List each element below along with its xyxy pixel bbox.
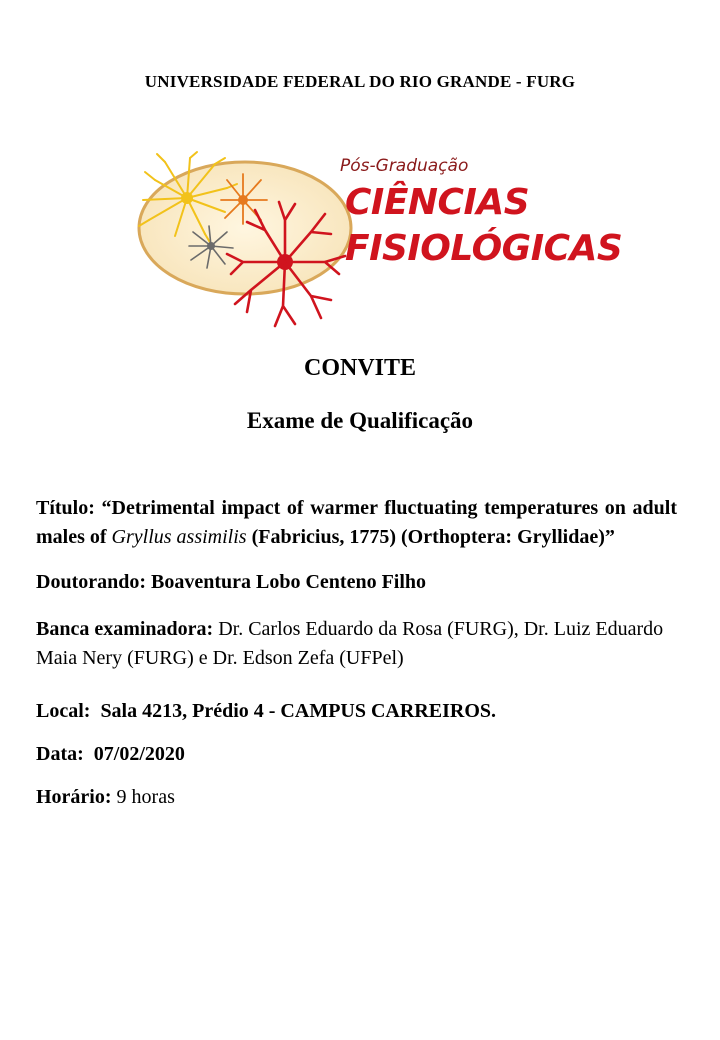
doutorando-value: Boaventura Lobo Centeno Filho <box>151 571 427 593</box>
title-field <box>36 494 677 552</box>
invitation-details <box>36 494 677 812</box>
doctoral-candidate-field <box>36 568 677 597</box>
title-text-part2: (Fabricius, 1775) (Orthoptera: Gryllidae)” <box>251 526 615 548</box>
time-field <box>36 783 677 812</box>
title-label: Título: <box>36 497 95 519</box>
data-value: 07/02/2020 <box>93 743 185 765</box>
program-logo <box>135 150 623 330</box>
species-name: Gryllus assimilis <box>111 526 247 548</box>
doutorando-label: Doutorando: <box>36 571 147 593</box>
logo-pos-graduacao: Pós-Graduação <box>340 156 469 176</box>
horario-value: 9 horas <box>116 786 175 808</box>
title-text-part1: “Detrimental impact of warmer fluctuating temperatures on adult males of <box>36 497 677 548</box>
local-value: Sala 4213, Prédio 4 - CAMPUS CARREIROS. <box>100 700 496 722</box>
university-header: UNIVERSIDADE FEDERAL DO RIO GRANDE - FURG <box>144 72 576 91</box>
location-field <box>36 697 677 726</box>
committee-field <box>36 615 677 673</box>
horario-label: Horário: <box>36 786 112 808</box>
local-label: Local: <box>36 700 91 722</box>
invitation-heading: CONVITE <box>303 355 417 381</box>
banca-label: Banca examinadora: <box>36 618 214 640</box>
data-label: Data: <box>36 743 84 765</box>
logo-ciencias: CIÊNCIAS <box>345 182 530 223</box>
date-field <box>36 740 677 769</box>
exam-subheading: Exame de Qualificação <box>246 408 474 433</box>
banca-value: Dr. Carlos Eduardo da Rosa (FURG), Dr. Luiz Eduardo Maia Nery (FURG) e Dr. Edson Zefa (UFPel) <box>36 618 664 669</box>
logo-fisiologicas: FISIOLÓGICAS <box>345 228 623 269</box>
